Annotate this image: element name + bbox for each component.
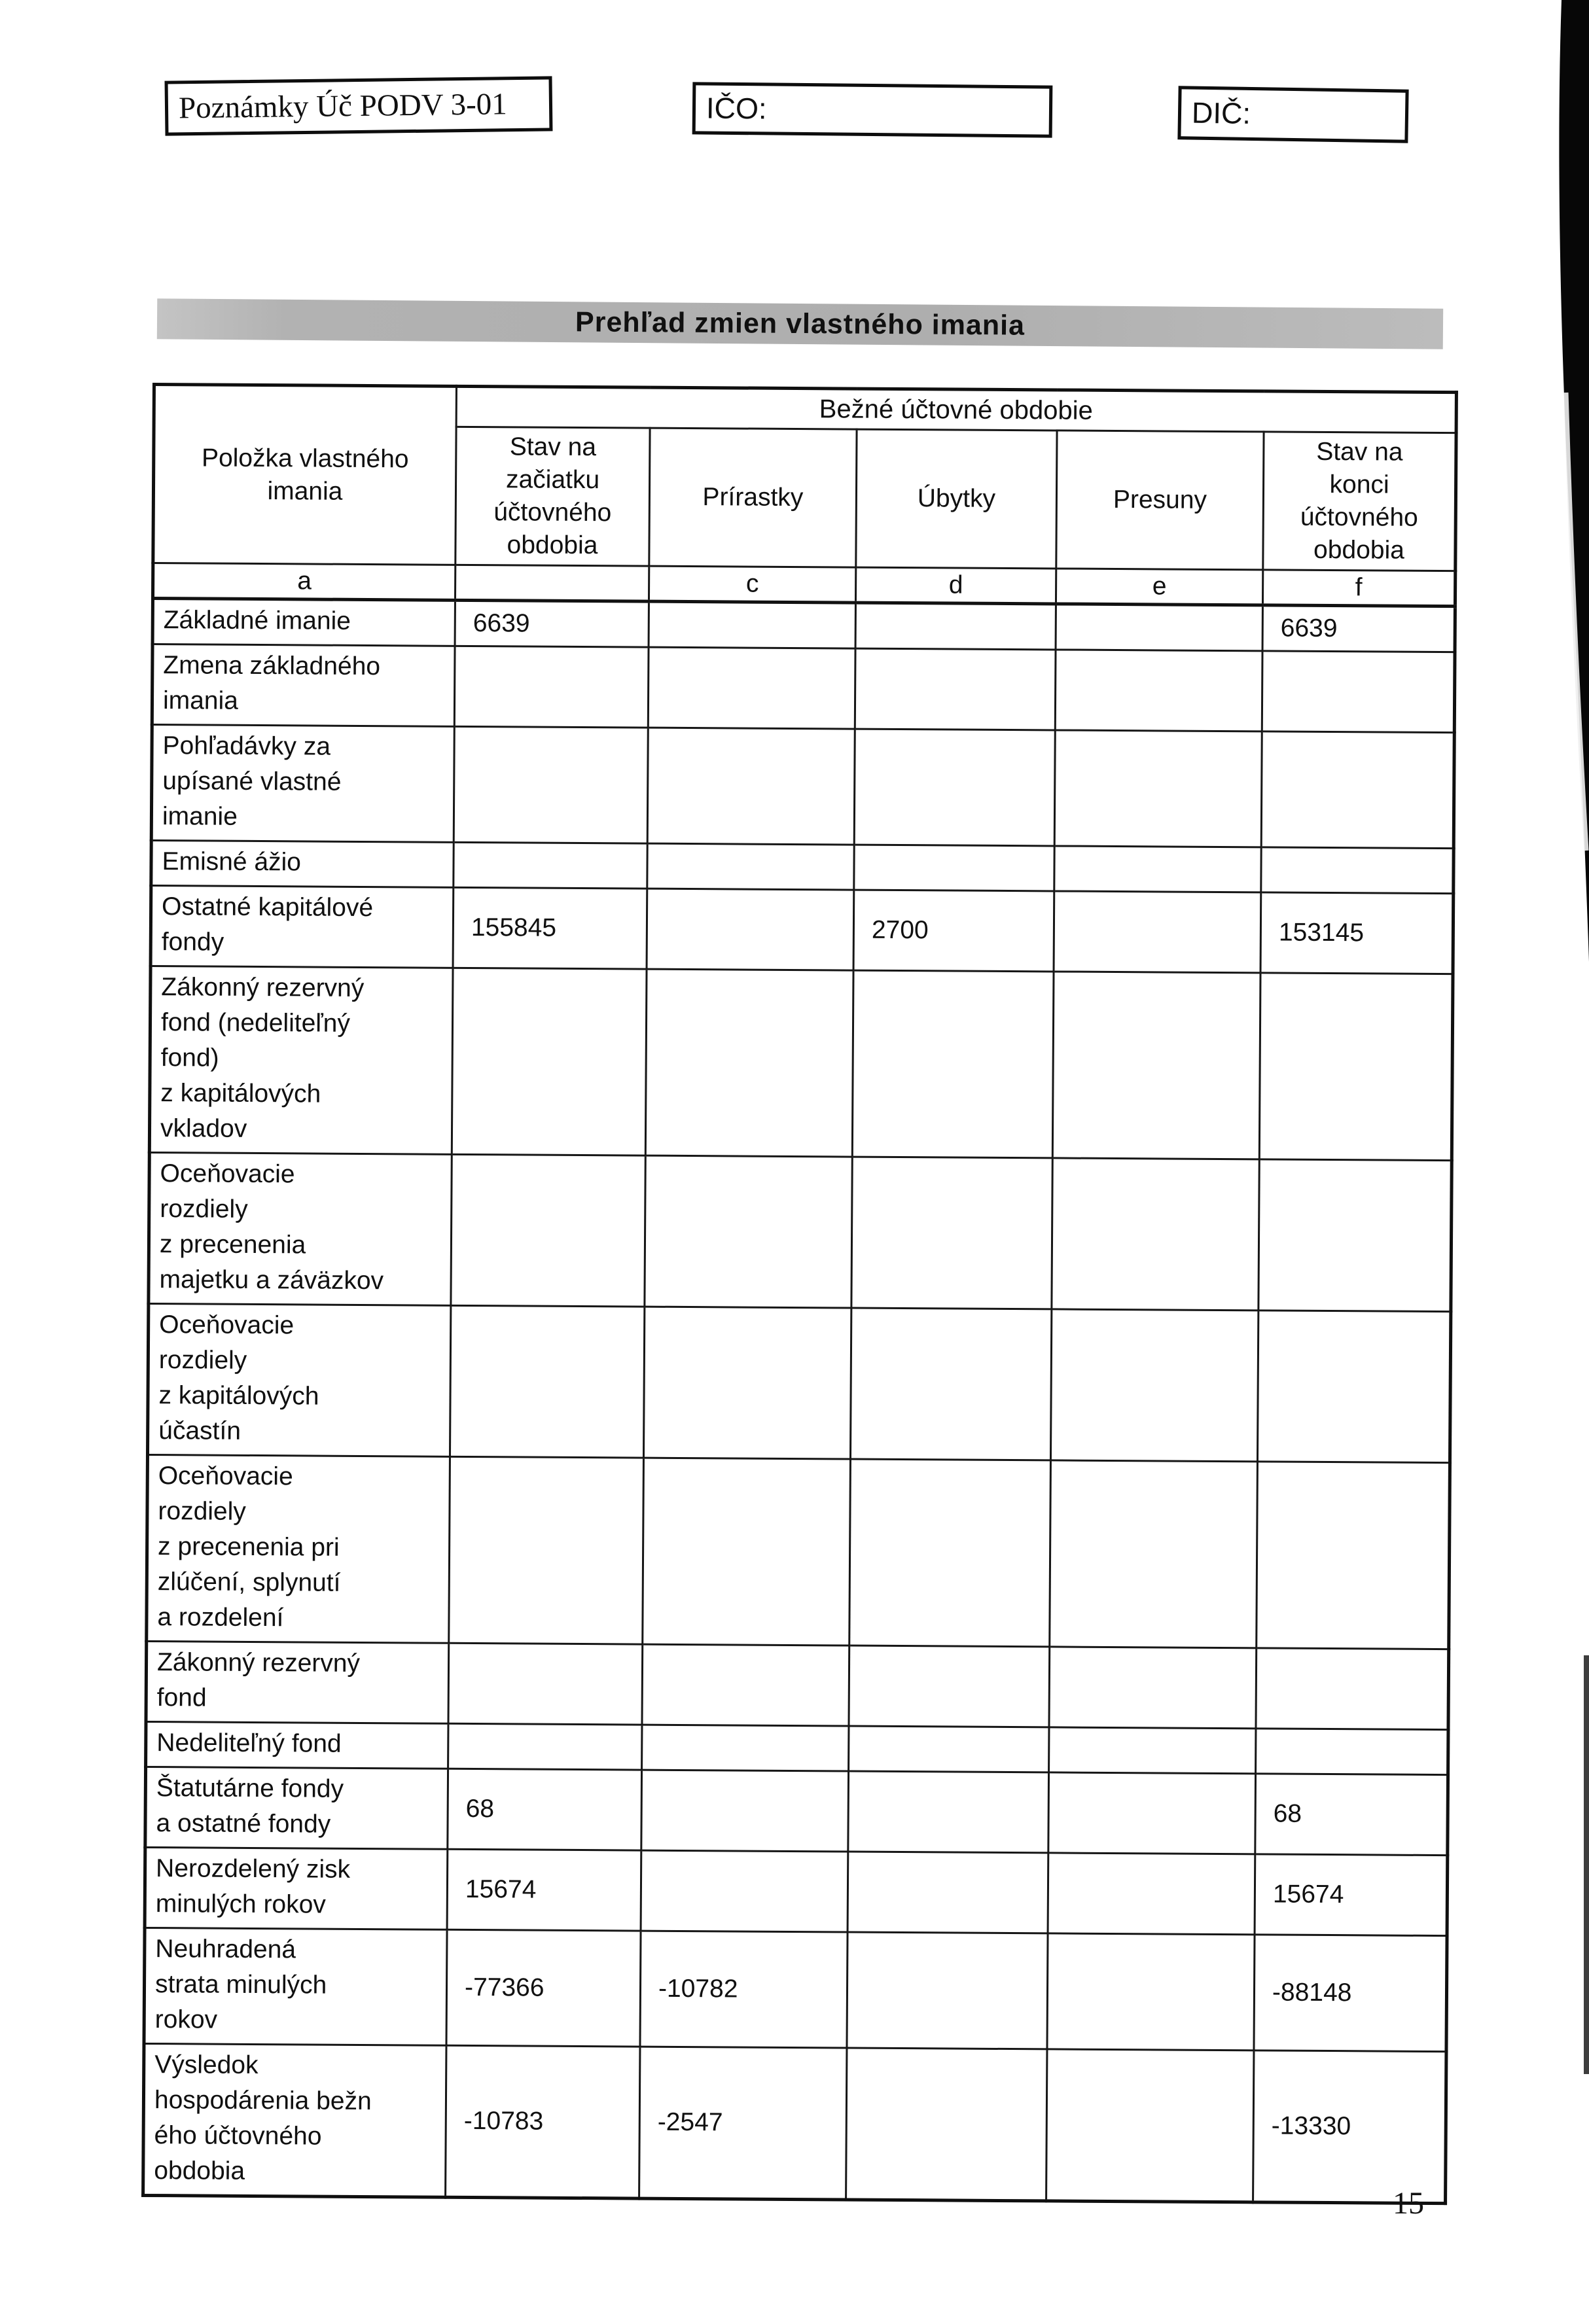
cell-prirastky: -2547 xyxy=(639,2047,847,2200)
cell-presuny xyxy=(1052,1158,1259,1311)
table-row xyxy=(151,841,1454,894)
table-row xyxy=(147,1303,1450,1462)
cell-end: -13330 xyxy=(1253,2051,1446,2204)
table-header-row-1 xyxy=(154,385,1456,433)
cell-presuny xyxy=(1050,1460,1258,1648)
cell-ubytky: 2700 xyxy=(853,890,1054,972)
cell-ubytky xyxy=(848,1771,1049,1853)
table-row xyxy=(152,644,1455,733)
cell-end: 153145 xyxy=(1260,892,1454,974)
cell-start: 68 xyxy=(448,1769,642,1850)
col-header-start: Stav na začiatku účtovného obdobia xyxy=(455,427,650,566)
cell-prirastky xyxy=(647,889,854,970)
row-label: Oceňovacie rozdiely z precenenia majetku a záväzkov xyxy=(149,1152,452,1305)
cell-prirastky: -10782 xyxy=(640,1931,848,2048)
cell-prirastky xyxy=(641,1770,849,1852)
table-row xyxy=(144,1928,1447,2051)
cell-start xyxy=(449,1456,644,1644)
cell-start: -10783 xyxy=(446,2045,640,2198)
table-row xyxy=(145,1767,1448,1855)
cell-presuny xyxy=(1056,604,1262,651)
cell-presuny xyxy=(1049,1727,1256,1774)
row-label: Oceňovacie rozdiely z precenenia pri zlúčení, splynutí a rozdelení xyxy=(147,1454,450,1643)
col-header-item: Položka vlastného imania xyxy=(153,385,457,565)
cell-end xyxy=(1262,651,1455,733)
cell-prirastky xyxy=(643,1458,851,1646)
equity-changes-table xyxy=(141,383,1458,2205)
cell-prirastky xyxy=(649,601,855,648)
cell-prirastky xyxy=(648,647,855,729)
cell-ubytky xyxy=(851,1157,1052,1309)
cell-start: 15674 xyxy=(447,1849,641,1931)
cell-ubytky xyxy=(849,1459,1051,1647)
letter-b xyxy=(455,565,649,601)
letter-e: e xyxy=(1056,569,1262,605)
section-title-bar xyxy=(157,298,1443,349)
row-label: Emisné ážio xyxy=(151,841,454,888)
cell-prirastky xyxy=(645,1155,852,1308)
col-header-ubytky: Úbytky xyxy=(856,429,1057,569)
cell-start xyxy=(450,1305,644,1458)
cell-start xyxy=(448,1723,642,1770)
cell-start xyxy=(451,1154,645,1307)
cell-presuny xyxy=(1055,650,1262,731)
cell-prirastky xyxy=(645,969,853,1157)
table-row xyxy=(143,2043,1446,2203)
row-label: Neuhradená strata minulých rokov xyxy=(144,1928,447,2045)
cell-end xyxy=(1259,973,1453,1161)
cell-presuny xyxy=(1047,1933,1255,2051)
cell-start xyxy=(452,968,647,1155)
cell-prirastky xyxy=(647,728,855,845)
cell-presuny xyxy=(1046,2049,1254,2202)
page-number: 15 xyxy=(1393,2186,1424,2221)
table-row xyxy=(149,1152,1452,1311)
cell-ubytky xyxy=(849,1646,1050,1727)
letter-f: f xyxy=(1262,570,1455,607)
cell-start xyxy=(448,1643,643,1725)
cell-ubytky xyxy=(855,603,1056,650)
cell-prirastky xyxy=(643,1307,851,1459)
form-id-box xyxy=(165,76,553,135)
table-body xyxy=(143,599,1455,2204)
cell-presuny xyxy=(1054,730,1262,847)
row-label: Pohľadávky za upísané vlastné imanie xyxy=(151,725,454,843)
cell-ubytky xyxy=(847,1932,1048,2049)
cell-presuny xyxy=(1049,1647,1257,1729)
cell-prirastky xyxy=(641,1850,848,1932)
cell-presuny xyxy=(1054,891,1261,973)
form-id-label: Poznámky Úč PODV 3-01 xyxy=(178,87,508,126)
letter-c: c xyxy=(649,566,855,603)
table-row xyxy=(151,725,1454,849)
cell-end xyxy=(1256,1648,1449,1730)
cell-prirastky xyxy=(647,843,854,890)
cell-end xyxy=(1261,847,1454,894)
cell-start: 6639 xyxy=(455,600,649,647)
col-header-period: Bežné účtovné obdobie xyxy=(456,386,1456,432)
table-row xyxy=(146,1641,1449,1729)
table-row xyxy=(149,966,1453,1160)
row-label: Oceňovacie rozdiely z kapitálových účastín xyxy=(147,1303,450,1456)
cell-ubytky xyxy=(848,1852,1048,1933)
ico-label: IČO: xyxy=(705,91,767,126)
letter-d: d xyxy=(855,567,1056,604)
row-label: Ostatné kapitálové fondy xyxy=(151,886,454,968)
cell-end xyxy=(1257,1311,1450,1463)
cell-start: 155845 xyxy=(453,887,647,969)
table-row xyxy=(146,1721,1448,1774)
ico-field-box xyxy=(692,82,1053,137)
table-row xyxy=(152,599,1455,652)
cell-start: -77366 xyxy=(446,1929,641,2047)
table-row xyxy=(145,1847,1448,1935)
cell-end: 68 xyxy=(1255,1774,1448,1856)
row-label: Štatutárne fondy a ostatné fondy xyxy=(145,1767,448,1849)
row-label: Nedeliteľný fond xyxy=(146,1721,448,1769)
cell-start xyxy=(454,646,649,728)
cell-start xyxy=(454,726,648,843)
row-label: Nerozdelený zisk minulých rokov xyxy=(145,1847,448,1929)
cell-end xyxy=(1259,1159,1452,1312)
cell-end xyxy=(1256,1729,1448,1775)
cell-end: -88148 xyxy=(1254,1935,1447,2052)
col-header-end: Stav na konci účtovného obdobia xyxy=(1263,432,1456,571)
cell-ubytky xyxy=(855,648,1056,730)
cell-ubytky xyxy=(854,729,1055,846)
cell-start xyxy=(454,842,647,889)
row-label: Zmena základného imania xyxy=(152,644,455,727)
equity-changes-table-wrap xyxy=(141,383,1456,2205)
row-label: Výsledok hospodárenia bežn ého účtovného obdobia xyxy=(143,2043,446,2197)
cell-prirastky xyxy=(642,1644,849,1726)
cell-prirastky xyxy=(642,1725,849,1771)
letter-a: a xyxy=(152,563,455,601)
cell-presuny xyxy=(1048,1853,1255,1935)
cell-ubytky xyxy=(846,2048,1047,2201)
cell-presuny xyxy=(1052,972,1260,1159)
cell-presuny xyxy=(1048,1772,1256,1854)
cell-ubytky xyxy=(849,1726,1049,1772)
row-label: Zákonný rezervný fond xyxy=(146,1641,449,1723)
dic-label: DIČ: xyxy=(1191,96,1251,130)
cell-ubytky xyxy=(852,970,1054,1158)
cell-end xyxy=(1261,731,1454,849)
cell-ubytky xyxy=(850,1308,1051,1460)
cell-ubytky xyxy=(854,845,1054,891)
cell-presuny xyxy=(1054,846,1261,892)
col-header-prirastky: Prírastky xyxy=(649,428,857,567)
cell-presuny xyxy=(1050,1309,1258,1462)
table-row xyxy=(147,1454,1450,1649)
cell-end: 15674 xyxy=(1255,1854,1448,1936)
table-row xyxy=(151,886,1454,974)
col-header-presuny: Presuny xyxy=(1056,431,1264,570)
dic-field-box xyxy=(1177,86,1408,143)
row-label: Zákonný rezervný fond (nedeliteľný fond) z kapitálových vkladov xyxy=(149,966,453,1154)
section-title: Prehľad zmien vlastného imania xyxy=(575,306,1026,342)
cell-end: 6639 xyxy=(1262,605,1455,652)
cell-end xyxy=(1257,1462,1450,1649)
row-label: Základné imanie xyxy=(152,599,455,646)
